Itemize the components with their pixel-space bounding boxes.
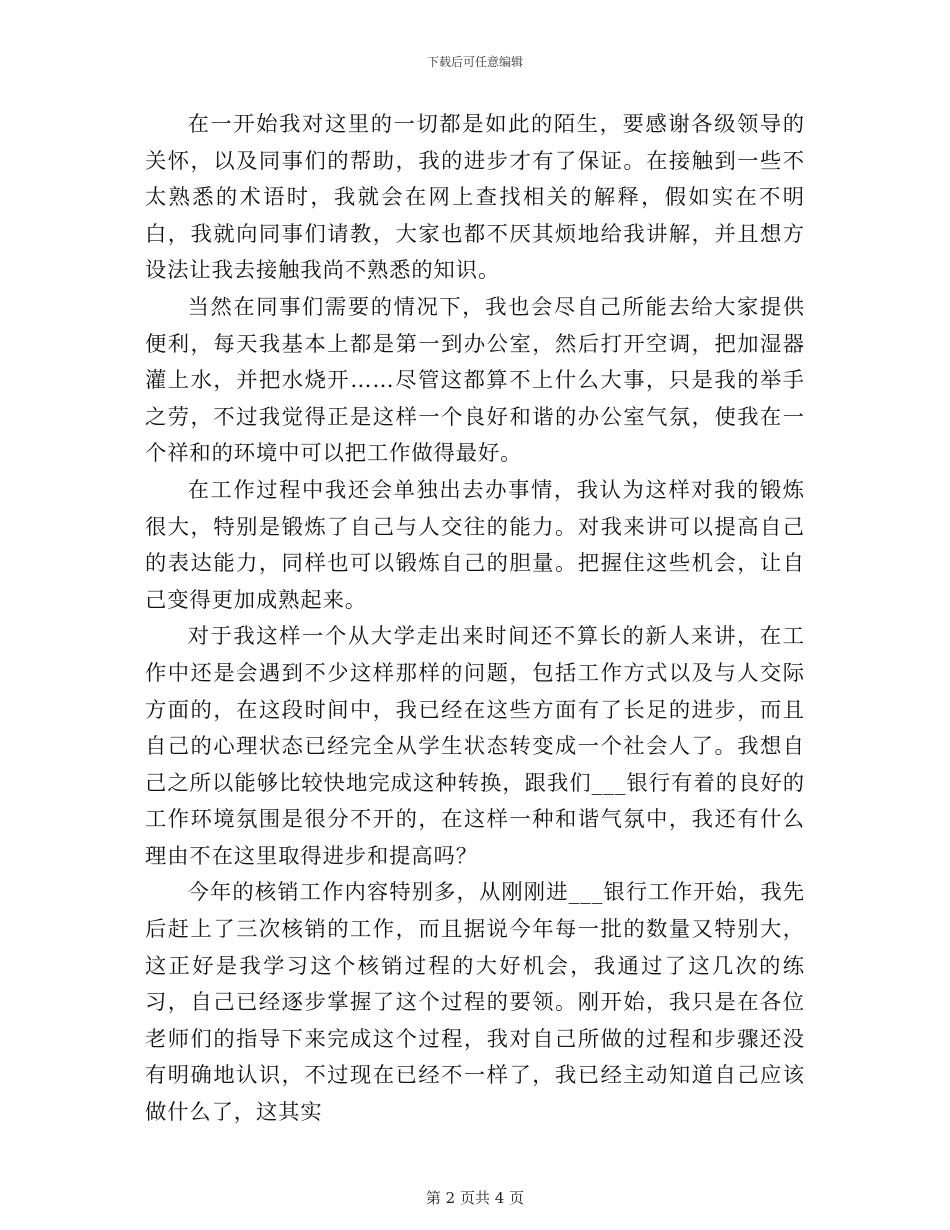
document-body	[145, 107, 805, 1132]
page-footer: 第 2 页共 4 页	[425, 1189, 525, 1207]
paragraph: 对于我这样一个从大学走出来时间还不算长的新人来讲，在工作中还是会遇到不少这样那样的问题，包括工作方式以及与人交际方面的，在这段时间中，我已经在这些方面有了长足的进步，而且自己的心理状态已经完全从学生状态转变成一个社会人了。我想自己之所以能够比较快地完成这种转换，跟我们___银行有着的良好的工作环境氛围是很分不开的，在这样一种和谐气氛中，我还有什么理由不在这里取得进步和提高吗？	[145, 624, 805, 869]
paragraph: 在工作过程中我还会单独出去办事情，我认为这样对我的锻炼很大，特别是锻炼了自己与人交往的能力。对我来讲可以提高自己的表达能力，同样也可以锻炼自己的胆量。把握住这些机会，让自己变得更加成熟起来。	[145, 477, 805, 613]
paragraph: 在一开始我对这里的一切都是如此的陌生，要感谢各级领导的关怀，以及同事们的帮助，我的进步才有了保证。在接触到一些不太熟悉的术语时，我就会在网上查找相关的解释，假如实在不明白，我就向同事们请教，大家也都不厌其烦地给我讲解，并且想方设法让我去接触我尚不熟悉的知识。	[145, 112, 805, 284]
page-header: 下载后可任意编辑	[426, 55, 523, 69]
paragraph: 今年的核销工作内容特别多，从刚刚进___银行工作开始，我先后赶上了三次核销的工作，而且据说今年每一批的数量又特别大，这正好是我学习这个核销过程的大好机会，我通过了这几次的练习，自己已经逐步掌握了这个过程的要领。刚开始，我只是在各位老师们的指导下来完成这个过程，我对自己所做的过程和步骤还没有明确地认识，不过现在已经不一样了，我已经主动知道自己应该做什么了，这其实	[145, 880, 805, 1126]
paragraph: 当然在同事们需要的情况下，我也会尽自己所能去给大家提供便利，每天我基本上都是第一到办公室，然后打开空调，把加湿器灌上水，并把水烧开……尽管这都算不上什么大事，只是我的举手之劳，不过我觉得正是这样一个良好和谐的办公室气氛，使我在一个祥和的环境中可以把工作做得最好。	[145, 294, 805, 467]
